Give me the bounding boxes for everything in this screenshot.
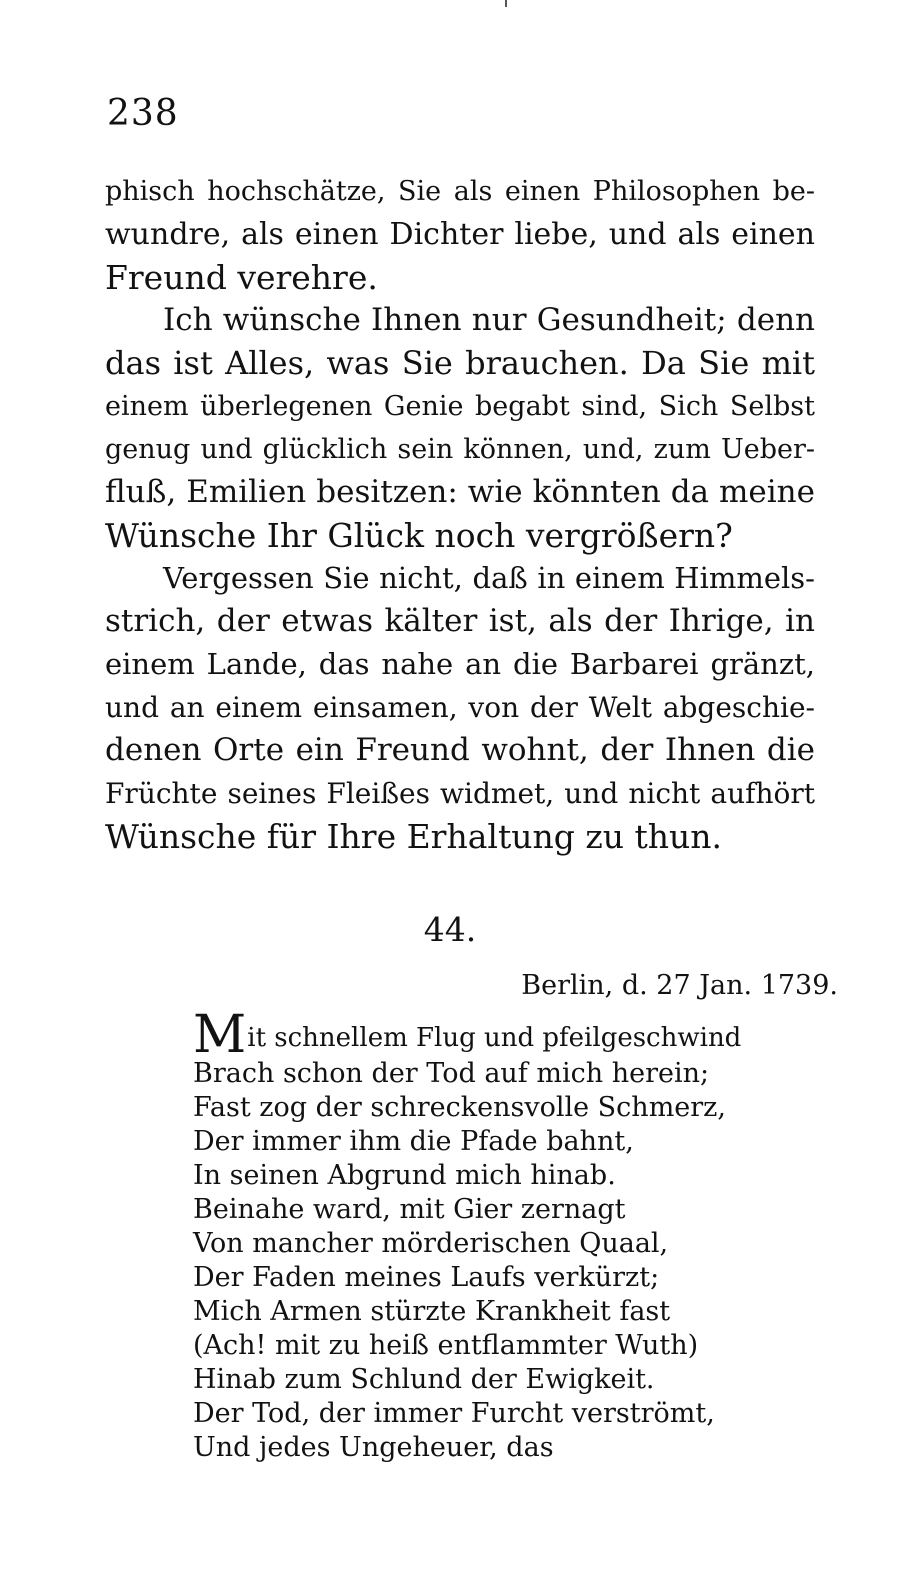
prose-line: wundre, als einen Dichter liebe, und als einen <box>105 217 815 252</box>
poem-line: Und jedes Ungeheuer, das <box>193 1432 554 1463</box>
prose-line: Ich wünsche Ihnen nur Gesundheit; denn <box>163 302 815 338</box>
dateline: Berlin, d. 27 Jan. 1739. <box>521 970 838 1001</box>
drop-cap: M <box>193 1005 247 1065</box>
poem-line: Der Faden meines Laufs verkürzt; <box>193 1262 660 1293</box>
prose-line: und an einem einsamen, von der Welt abgeschie- <box>105 691 815 724</box>
poem-first-line-text: it schnellem Flug und pfeilgeschwind <box>247 1023 742 1053</box>
prose-line: Wünsche für Ihre Erhaltung zu thun. <box>105 817 722 856</box>
prose-line: phisch hochschätze, Sie als einen Philosophen be- <box>105 176 815 207</box>
poem-line: Von mancher mörderischen Quaal, <box>193 1228 669 1259</box>
prose-line: genug und glücklich sein können, und, zum Ueber- <box>105 434 815 465</box>
poem-line: Mich Armen stürzte Krankheit fast <box>193 1296 671 1327</box>
poem-lines <box>193 1057 753 1465</box>
poem-line: Der Tod, der immer Furcht verströmt, <box>193 1398 715 1429</box>
prose-line: strich, der etwas kälter ist, als der Ihrige, in <box>105 603 815 639</box>
prose-line: Früchte seines Fleißes widmet, und nicht aufhört <box>105 777 815 810</box>
prose-block <box>105 170 815 858</box>
poem-line <box>193 1005 753 1065</box>
poem-line: Brach schon der Tod auf mich herein; <box>193 1058 710 1089</box>
prose-line: denen Orte ein Freund wohnt, der Ihnen die <box>105 732 815 768</box>
poem-line: Beinahe ward, mit Gier zernagt <box>193 1194 626 1225</box>
letter-number: 44. <box>423 910 477 949</box>
prose-line: einem Lande, das nahe an die Barbarei gränzt, <box>105 647 815 681</box>
poem-line: Fast zog der schreckensvolle Schmerz, <box>193 1092 726 1123</box>
poem-line: (Ach! mit zu heiß entflammter Wuth) <box>193 1330 699 1361</box>
poem-line: In seinen Abgrund mich hinab. <box>193 1160 616 1191</box>
poem-line: Der immer ihm die Pfade bahnt, <box>193 1126 634 1157</box>
prose-line: einem überlegenen Genie begabt sind, Sich Selbst <box>105 391 815 422</box>
poem <box>193 1005 753 1465</box>
prose-line: Vergessen Sie nicht, daß in einem Himmels- <box>163 561 815 595</box>
top-edge-mark <box>505 0 507 7</box>
prose-line: Freund verehre. <box>105 258 378 297</box>
prose-line: fluß, Emilien besitzen: wie könnten da meine <box>105 474 815 510</box>
poem-line: Hinab zum Schlund der Ewigkeit. <box>193 1364 655 1395</box>
page-number: 238 <box>107 93 179 134</box>
prose-line: Wünsche Ihr Glück noch vergrößern? <box>105 516 733 555</box>
prose-line: das ist Alles, was Sie brauchen. Da Sie mit <box>105 344 815 382</box>
